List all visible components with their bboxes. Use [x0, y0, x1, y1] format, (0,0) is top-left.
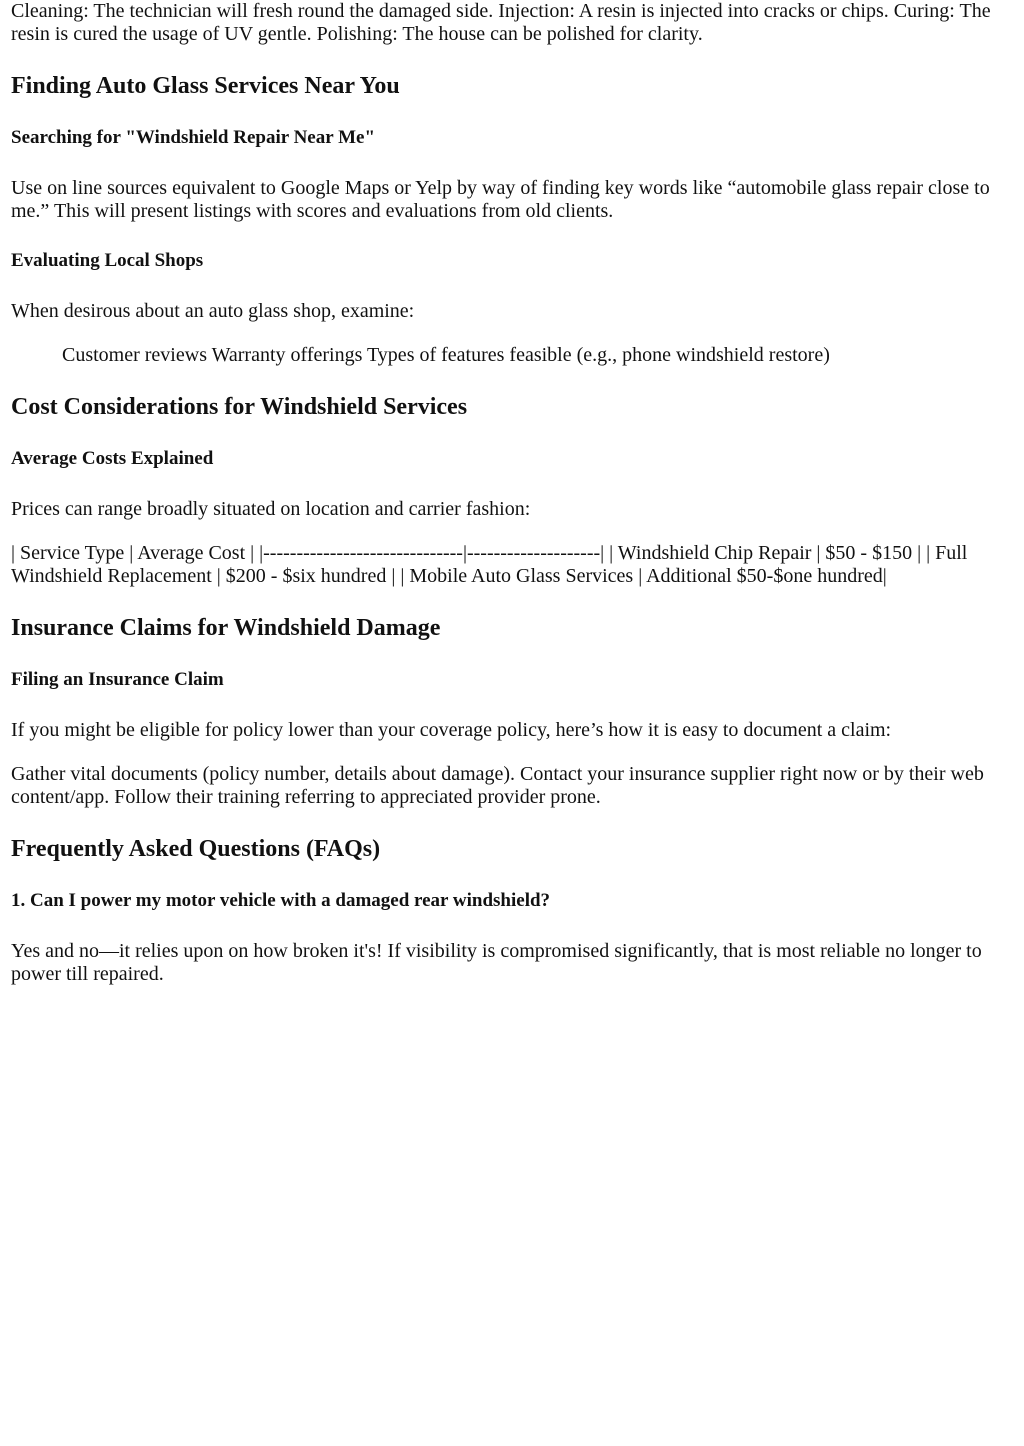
heading-cost-considerations: Cost Considerations for Windshield Services: [11, 394, 468, 420]
paragraph-searching: Use on line sources equivalent to Google Maps or Yelp by way of finding key words like “automobile glass repair close to me.” This will present listings with scores and evaluations from old clients.: [11, 177, 990, 222]
paragraph-cost-table-text: | Service Type | Average Cost | |------------------------------|--------------------| | Windshield Chip Repair | $50 - $150 | | Full Windshield Replacement | $200 - $six hundred | | Mobile Auto Glass Services | Additional $50-$one hundred|: [11, 542, 968, 587]
blockquote-evaluation-criteria: Customer reviews Warranty offerings Types of features feasible (e.g., phone windshield restore): [62, 344, 830, 366]
paragraph-prices: Prices can range broadly situated on location and carrier fashion:: [11, 498, 531, 520]
paragraph-claim-steps: Gather vital documents (policy number, details about damage). Contact your insurance supplier right now or by their web content/app. Follow their training referring to appreciated provider prone.: [11, 763, 984, 808]
subheading-average-costs: Average Costs Explained: [11, 448, 214, 469]
subheading-evaluating: Evaluating Local Shops: [11, 250, 204, 271]
paragraph-eligibility: If you might be eligible for policy lower than your coverage policy, here’s how it is easy to document a claim:: [11, 719, 892, 741]
paragraph-evaluating: When desirous about an auto glass shop, examine:: [11, 300, 415, 322]
heading-faqs: Frequently Asked Questions (FAQs): [11, 836, 381, 862]
faq-answer-1: Yes and no—it relies upon on how broken it's! If visibility is compromised significantly, that is most reliable no longer to power till repaired.: [11, 940, 982, 985]
faq-question-1: 1. Can I power my motor vehicle with a damaged rear windshield?: [11, 890, 551, 911]
subheading-filing-claim: Filing an Insurance Claim: [11, 669, 224, 690]
subheading-searching: Searching for "Windshield Repair Near Me": [11, 127, 375, 148]
heading-insurance-claims: Insurance Claims for Windshield Damage: [11, 615, 441, 641]
heading-finding-services: Finding Auto Glass Services Near You: [11, 73, 400, 99]
intro-paragraph: Cleaning: The technician will fresh round the damaged side. Injection: A resin is injected into cracks or chips. Curing: The resin is cured the usage of UV gentle. Polishing: The house can be polished for clarity.: [11, 0, 991, 45]
